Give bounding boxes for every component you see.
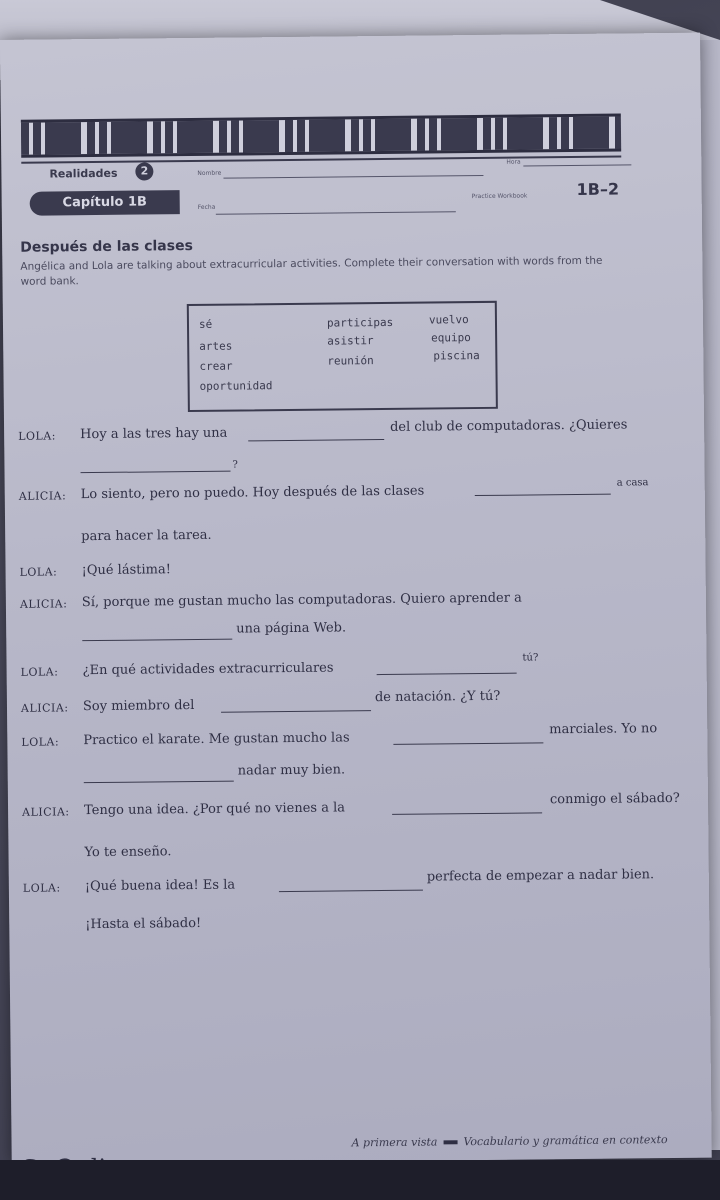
workbook-label: Practice Workbook xyxy=(471,192,528,201)
line-text: ¡Qué buena idea! Es la xyxy=(84,877,236,895)
answer-blank[interactable] xyxy=(82,639,232,642)
speaker-label: LOLA: xyxy=(18,429,56,443)
answer-blank[interactable] xyxy=(81,471,231,474)
word-bank-item: artes xyxy=(199,339,233,353)
speaker-label: LOLA: xyxy=(22,881,61,895)
period-label: Hora xyxy=(506,158,521,166)
line-text: ? xyxy=(232,459,238,471)
activity-instructions: Angélica and Lola are talking about extracurricular activities. Complete their conversation with words from the word bank. xyxy=(20,254,603,288)
answer-blank[interactable] xyxy=(279,890,423,893)
line-text: ¡Hasta el sábado! xyxy=(85,915,202,933)
name-blank[interactable] xyxy=(223,175,483,179)
word-bank-item: equipo xyxy=(431,331,471,345)
dialogue-line xyxy=(22,761,682,779)
line-text: Hoy a las tres hay una xyxy=(80,425,228,443)
speaker-label: LOLA: xyxy=(21,735,60,749)
speaker-label: ALICIA: xyxy=(19,597,68,611)
word-bank-item: vuelvo xyxy=(428,313,469,327)
line-text: Yo te enseño. xyxy=(84,844,172,861)
word-bank-item: participas xyxy=(326,315,394,330)
line-text: Sí, porque me gustan mucho las computadoras. Quiero aprender a xyxy=(81,590,522,611)
line-text: nadar muy bien. xyxy=(237,762,346,779)
line-text: para hacer la tarea. xyxy=(81,527,212,545)
line-text: ¿En qué actividades extracurriculares xyxy=(82,660,334,679)
date-blank[interactable] xyxy=(216,211,456,215)
dialogue-line xyxy=(19,557,679,579)
answer-blank[interactable] xyxy=(221,710,371,713)
line-text: Practico el karate. Me gustan mucho las xyxy=(83,730,350,749)
line-text: Tengo una idea. ¿Por qué no vienes a la xyxy=(83,800,346,819)
line-text: del club de computadoras. ¿Quieres xyxy=(390,417,628,435)
line-text: a casa xyxy=(616,477,649,489)
word-bank-item: asistir xyxy=(327,334,374,348)
dialogue-line xyxy=(20,652,681,679)
speaker-label: LOLA: xyxy=(19,565,58,579)
answer-blank[interactable] xyxy=(377,673,517,675)
line-text: marciales. Yo no xyxy=(549,721,658,738)
activity-title: Después de las clases xyxy=(20,237,193,256)
answer-blank[interactable] xyxy=(475,494,611,496)
dialogue-line xyxy=(18,477,679,503)
level-badge: 2 xyxy=(135,162,153,180)
period-blank[interactable] xyxy=(523,164,631,166)
word-bank-item: sé xyxy=(198,317,213,331)
answer-blank[interactable] xyxy=(248,439,384,441)
line-text: tú? xyxy=(522,652,539,664)
table-surface xyxy=(0,1160,720,1200)
dialogue-line xyxy=(22,790,682,819)
decorative-banner xyxy=(21,114,621,158)
dialogue-line xyxy=(18,451,678,471)
word-bank xyxy=(187,301,498,412)
word-bank-item: oportunidad xyxy=(199,379,273,393)
speaker-label: ALICIA: xyxy=(20,701,69,715)
book-section-left: A primera vista xyxy=(351,1135,438,1150)
dialogue-line xyxy=(22,839,682,861)
dialogue-line xyxy=(23,911,683,933)
dialogue-line xyxy=(22,867,683,895)
line-text: ¡Qué lástima! xyxy=(81,562,171,579)
name-label: Nombre xyxy=(197,169,222,177)
book-section-right: Vocabulario y gramática en contexto xyxy=(463,1133,668,1149)
line-text: Soy miembro del xyxy=(82,698,195,715)
line-text: una página Web. xyxy=(236,620,347,637)
line-text: Lo siento, pero no puedo. Hoy después de las clases xyxy=(80,483,425,503)
book-section xyxy=(352,1133,668,1149)
word-bank-item: piscina xyxy=(433,348,480,363)
speaker-label: ALICIA: xyxy=(22,805,70,819)
dash-icon xyxy=(443,1140,457,1144)
worksheet-page xyxy=(0,33,712,1165)
dialogue-line xyxy=(20,688,681,715)
dialogue-line xyxy=(19,523,679,545)
word-bank-item: reunión xyxy=(327,354,374,368)
chapter-tab: Capítulo 1B xyxy=(30,190,180,216)
series-name: Realidades xyxy=(49,166,118,181)
answer-blank[interactable] xyxy=(392,812,542,815)
dialogue-line xyxy=(21,721,681,749)
answer-blank[interactable] xyxy=(84,781,234,784)
dialogue-line xyxy=(20,619,680,637)
line-text: perfecta de empezar a nadar bien. xyxy=(426,867,655,885)
line-text: de natación. ¿Y tú? xyxy=(374,688,501,706)
page-code: 1B–2 xyxy=(576,179,620,199)
speaker-label: LOLA: xyxy=(20,665,59,679)
speaker-label: ALICIA: xyxy=(18,489,67,503)
dialogue-line xyxy=(19,589,680,611)
dialogue-line xyxy=(18,417,678,443)
line-text: conmigo el sábado? xyxy=(549,790,680,808)
answer-blank[interactable] xyxy=(393,742,543,745)
date-label: Fecha xyxy=(197,203,216,211)
word-bank-item: crear xyxy=(199,359,233,373)
